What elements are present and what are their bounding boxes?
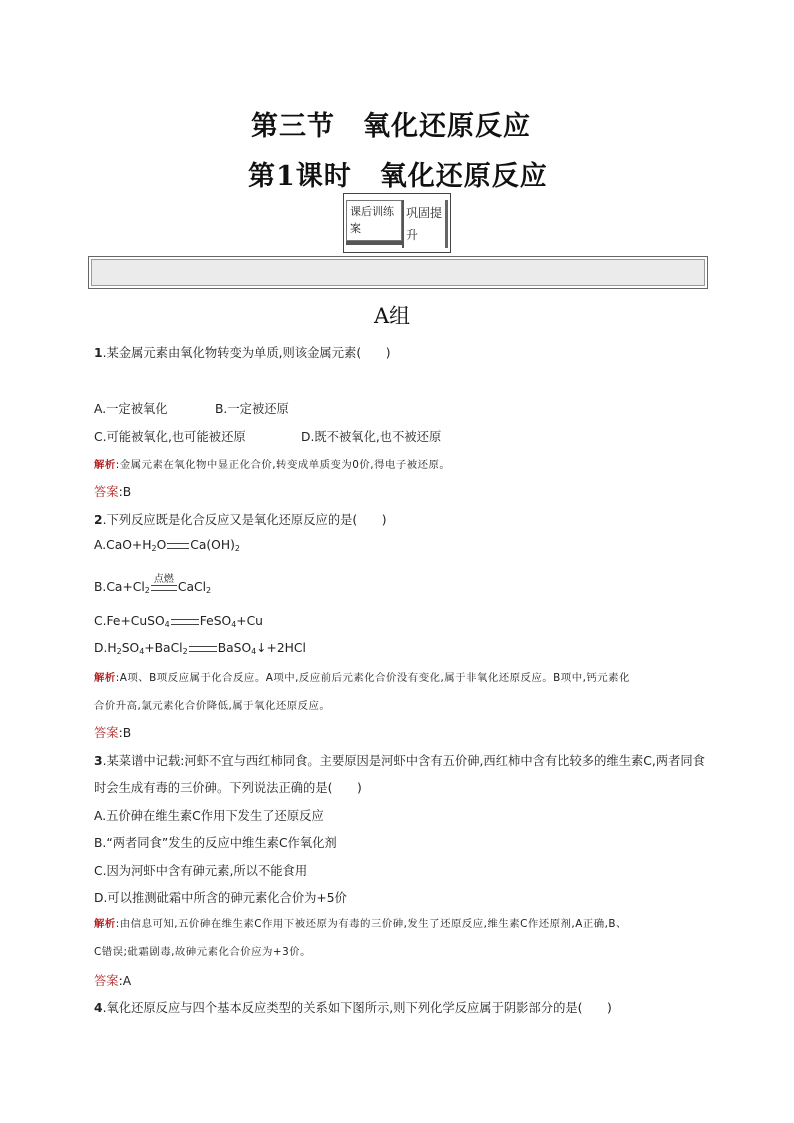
- answer-label: 答案: [94, 974, 119, 988]
- formula-part: B.Ca+Cl: [94, 580, 145, 594]
- question-stem: .下列反应既是化合反应又是氧化还原反应的是( ): [102, 513, 387, 527]
- subscript: 4: [251, 647, 257, 656]
- formula-part: BaSO: [217, 641, 252, 655]
- subscript: 4: [164, 620, 170, 629]
- group-title: A组: [374, 304, 411, 328]
- answer-label: 答案: [94, 726, 119, 740]
- question-2: [94, 510, 387, 528]
- q3-option-a: A.五价砷在维生素C作用下发生了还原反应: [94, 809, 324, 823]
- q1-option-a: A.一定被氧化: [94, 402, 168, 416]
- subscript: 4: [139, 647, 145, 656]
- formula-part: +BaCl: [144, 641, 183, 655]
- q1-option-d: D.既不被氧化,也不被还原: [301, 430, 442, 444]
- q3-option-c: C.因为河虾中含有砷元素,所以不能食用: [94, 864, 308, 878]
- subscript: 2: [234, 544, 240, 553]
- formula-part: SO: [121, 641, 140, 655]
- subscript: 2: [206, 586, 212, 595]
- q3-answer: [94, 971, 131, 989]
- question-number: 3: [94, 754, 103, 768]
- formula-part: FeSO: [199, 614, 232, 628]
- explanation-label: 解析: [94, 459, 116, 471]
- q2-option-a: [94, 538, 240, 553]
- formula-part: D.H: [94, 641, 117, 655]
- explanation-text: :由信息可知,五价砷在维生素C作用下被还原为有毒的三价砷,发生了还原反应,维生素C作还原剂,A正确,B、: [115, 918, 627, 930]
- subscript: 2: [151, 544, 157, 553]
- answer-text: :B: [118, 726, 132, 740]
- badge-right-line2: 升: [406, 228, 419, 242]
- q2-explanation-line1: [94, 669, 630, 684]
- explanation-label: 解析: [94, 672, 116, 684]
- formula-part: O: [156, 538, 167, 552]
- q3-option-b: B.“两者同食”发生的反应中维生素C作氧化剂: [94, 836, 337, 850]
- formula-part: CaCl: [177, 580, 206, 594]
- question-1: [94, 343, 391, 361]
- explanation-text: :金属元素在氧化物中显正化合价,转变成单质变为0价,得电子被还原。: [115, 459, 451, 471]
- question-number: 4: [94, 1001, 103, 1015]
- subscript: 2: [144, 586, 150, 595]
- answer-text: :A: [118, 974, 132, 988]
- reaction-condition: 点燃: [153, 573, 174, 585]
- question-stem: .某金属元素由氧化物转变为单质,则该金属元素( ): [102, 346, 391, 360]
- header-band: [88, 256, 708, 289]
- question-stem: .某菜谱中记载:河虾不宜与西红柿同食。主要原因是河虾中含有五价砷,西红柿中含有比较多的维生素C,两者同食: [102, 754, 705, 768]
- q2-option-c: [94, 614, 263, 629]
- formula-part: Ca(OH): [190, 538, 235, 552]
- q1-answer: [94, 482, 131, 500]
- badge-shadow: [346, 241, 404, 245]
- q3-explanation-line2: C错误;砒霜剧毒,故砷元素化合价应为+3价。: [94, 946, 312, 958]
- section-title: 第三节 氧化还原反应: [251, 111, 531, 142]
- question-number: 1: [94, 346, 103, 360]
- explanation-label: 解析: [94, 918, 116, 930]
- formula-part: C.Fe+CuSO: [94, 614, 165, 628]
- lesson-title: 第1课时 氧化还原反应: [248, 161, 548, 192]
- badge-right-line1: 巩固提: [406, 206, 443, 220]
- explanation-text: :A项、B项反应属于化合反应。A项中,反应前后元素化合价没有变化,属于非氧化还原反应。B项中,钙元素化: [115, 672, 630, 684]
- badge-left-cell: [346, 200, 402, 241]
- q3-option-d: D.可以推测砒霜中所含的砷元素化合价为+5价: [94, 891, 347, 905]
- q2-answer: [94, 723, 131, 741]
- q1-explanation: [94, 456, 450, 471]
- question-3-line1: [94, 751, 705, 769]
- q1-option-c: C.可能被氧化,也可能被还原: [94, 430, 246, 444]
- formula-part: +Cu: [236, 614, 263, 628]
- q2-option-d: [94, 641, 306, 656]
- equals-sign: [189, 646, 217, 652]
- formula-part: ↓+2HCl: [256, 641, 306, 655]
- q2-explanation-line2: 合价升高,氯元素化合价降低,属于氧化还原反应。: [94, 700, 331, 712]
- badge-left-line1: 课后训练: [350, 205, 394, 218]
- question-stem: .氧化还原反应与四个基本反应类型的关系如下图所示,则下列化学反应属于阴影部分的是( ): [102, 1001, 612, 1015]
- badge-left-line2: 案: [350, 222, 361, 235]
- condition-equals: [151, 573, 177, 591]
- subscript: 2: [116, 647, 122, 656]
- answer-text: :B: [118, 485, 132, 499]
- badge-right-cell: [402, 200, 448, 248]
- equals-sign: [167, 543, 189, 549]
- answer-label: 答案: [94, 485, 119, 499]
- question-4: [94, 998, 612, 1016]
- subscript: 2: [182, 647, 188, 656]
- equals-sign: [171, 619, 199, 625]
- formula-part: A.CaO+H: [94, 538, 152, 552]
- question-number: 2: [94, 513, 103, 527]
- q2-option-b: [94, 573, 212, 595]
- q3-explanation-line1: [94, 915, 627, 930]
- subscript: 4: [231, 620, 237, 629]
- q1-option-b: B.一定被还原: [215, 402, 289, 416]
- practice-badge: [343, 193, 451, 253]
- question-3-line2: 时会生成有毒的三价砷。下列说法正确的是( ): [94, 781, 362, 795]
